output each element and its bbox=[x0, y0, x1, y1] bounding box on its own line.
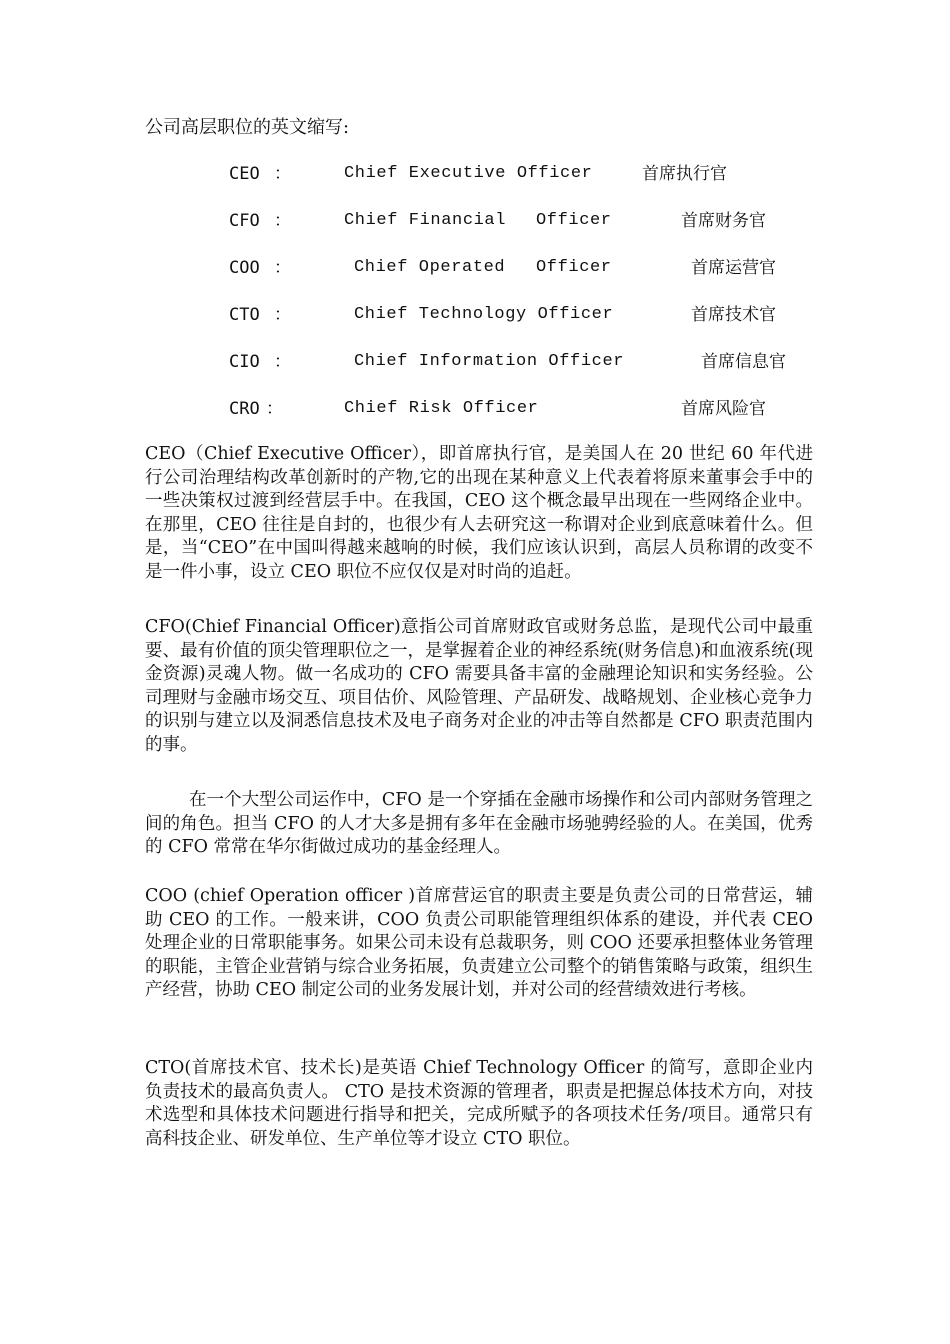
abbr-separator: ： bbox=[274, 164, 291, 184]
abbr-code: CRO bbox=[229, 399, 260, 419]
abbr-separator: ： bbox=[274, 352, 291, 372]
paragraph-cfo-role: 在一个大型公司运作中，CFO 是一个穿插在金融市场操作和公司内部财务管理之间的角色。担当 CFO 的人才大多是拥有多年在金融市场驰骋经验的人。在美国，优秀的 CFO 常常在华尔街做过成功的基金经理人。 bbox=[145, 790, 813, 857]
abbr-english: Chief Executive Officer bbox=[344, 164, 593, 183]
abbr-english: Chief Information Officer bbox=[354, 352, 625, 371]
paragraph-ceo: CEO（Chief Executive Officer），即首席执行官，是美国人在 20 世纪 60 年代进行公司治理结构改革创新时的产物,它的出现在某种意义上代表着将原来董事会手中的一些决策权过渡到经营层手中。在我国，CEO 这个概念最早出现在一些网络企业中。在那里，CEO 往往是自封的，也很少有人去研究这一称谓对企业到底意味着什么。但是，当“CEO”在中国叫得越来越响的时候，我们应该认识到，高层人员称谓的改变不是一件小事，设立 CEO 职位不应仅仅是对时尚的追赶。 bbox=[145, 444, 813, 582]
abbreviation-row-ceo bbox=[0, 160, 950, 188]
abbr-chinese: 首席信息官 bbox=[701, 352, 786, 372]
abbr-chinese: 首席风险官 bbox=[681, 399, 766, 419]
paragraph-coo: COO (chief Operation officer )首席营运官的职责主要是负责公司的日常营运，辅助 CEO 的工作。一般来讲，COO 负责公司职能管理组织体系的建设，并代表 CEO处理企业的日常职能事务。如果公司未设有总裁职务，则 COO 还要承担整体业务管理的职能，主管企业营销与综合业务拓展，负责建立公司整个的销售策略与政策，组织生产经营，协助 CEO 制定公司的业务发展计划，并对公司的经营绩效进行考核。 bbox=[145, 886, 813, 1000]
abbreviation-row-cfo bbox=[0, 207, 950, 235]
abbreviation-row-cto bbox=[0, 301, 950, 329]
abbr-chinese: 首席财务官 bbox=[681, 211, 766, 231]
abbr-code: CTO bbox=[229, 305, 260, 325]
abbr-code: CFO bbox=[229, 211, 260, 231]
abbr-code: COO bbox=[229, 258, 260, 278]
abbr-english: Chief Technology Officer bbox=[354, 305, 614, 324]
abbr-code: CEO bbox=[229, 164, 260, 184]
abbr-english: Chief Risk Officer bbox=[344, 399, 539, 418]
abbr-code: CIO bbox=[229, 352, 260, 372]
page-title: 公司高层职位的英文缩写: bbox=[145, 117, 350, 138]
abbr-english-officer: Officer bbox=[536, 211, 612, 230]
abbreviation-row-coo bbox=[0, 254, 950, 282]
paragraph-cfo: CFO(Chief Financial Officer)意指公司首席财政官或财务总监，是现代公司中最重要、最有价值的顶尖管理职位之一，是掌握着企业的神经系统(财务信息)和血液系统(现金资源)灵魂人物。做一名成功的 CFO 需要具备丰富的金融理论知识和实务经验。公司理财与金融市场交互、项目估价、风险管理、产品研发、战略规划、企业核心竞争力的识别与建立以及洞悉信息技术及电子商务对企业的冲击等自然都是 CFO 职责范围内的事。 bbox=[145, 617, 813, 755]
abbr-english: Chief Financial bbox=[344, 211, 507, 230]
abbr-english-officer: Officer bbox=[536, 258, 612, 277]
abbr-chinese: 首席技术官 bbox=[691, 305, 776, 325]
abbr-separator: ： bbox=[274, 305, 291, 325]
abbr-english: Chief Operated bbox=[354, 258, 506, 277]
abbr-separator: ： bbox=[274, 258, 291, 278]
abbr-separator: ： bbox=[274, 211, 291, 231]
abbr-separator: ： bbox=[266, 399, 283, 419]
paragraph-cto: CTO(首席技术官、技术长)是英语 Chief Technology Officer 的简写，意即企业内负责技术的最高负责人。 CTO 是技术资源的管理者，职责是把握总体技术方向，对技术选型和具体技术问题进行指导和把关，完成所赋予的各项技术任务/项目。通常只有高科技企业、研发单位、生产单位等才设立 CTO 职位。 bbox=[145, 1058, 813, 1149]
abbr-chinese: 首席执行官 bbox=[642, 164, 727, 184]
abbreviation-row-cio bbox=[0, 348, 950, 376]
abbr-chinese: 首席运营官 bbox=[691, 258, 776, 278]
abbreviation-row-cro bbox=[0, 395, 950, 423]
